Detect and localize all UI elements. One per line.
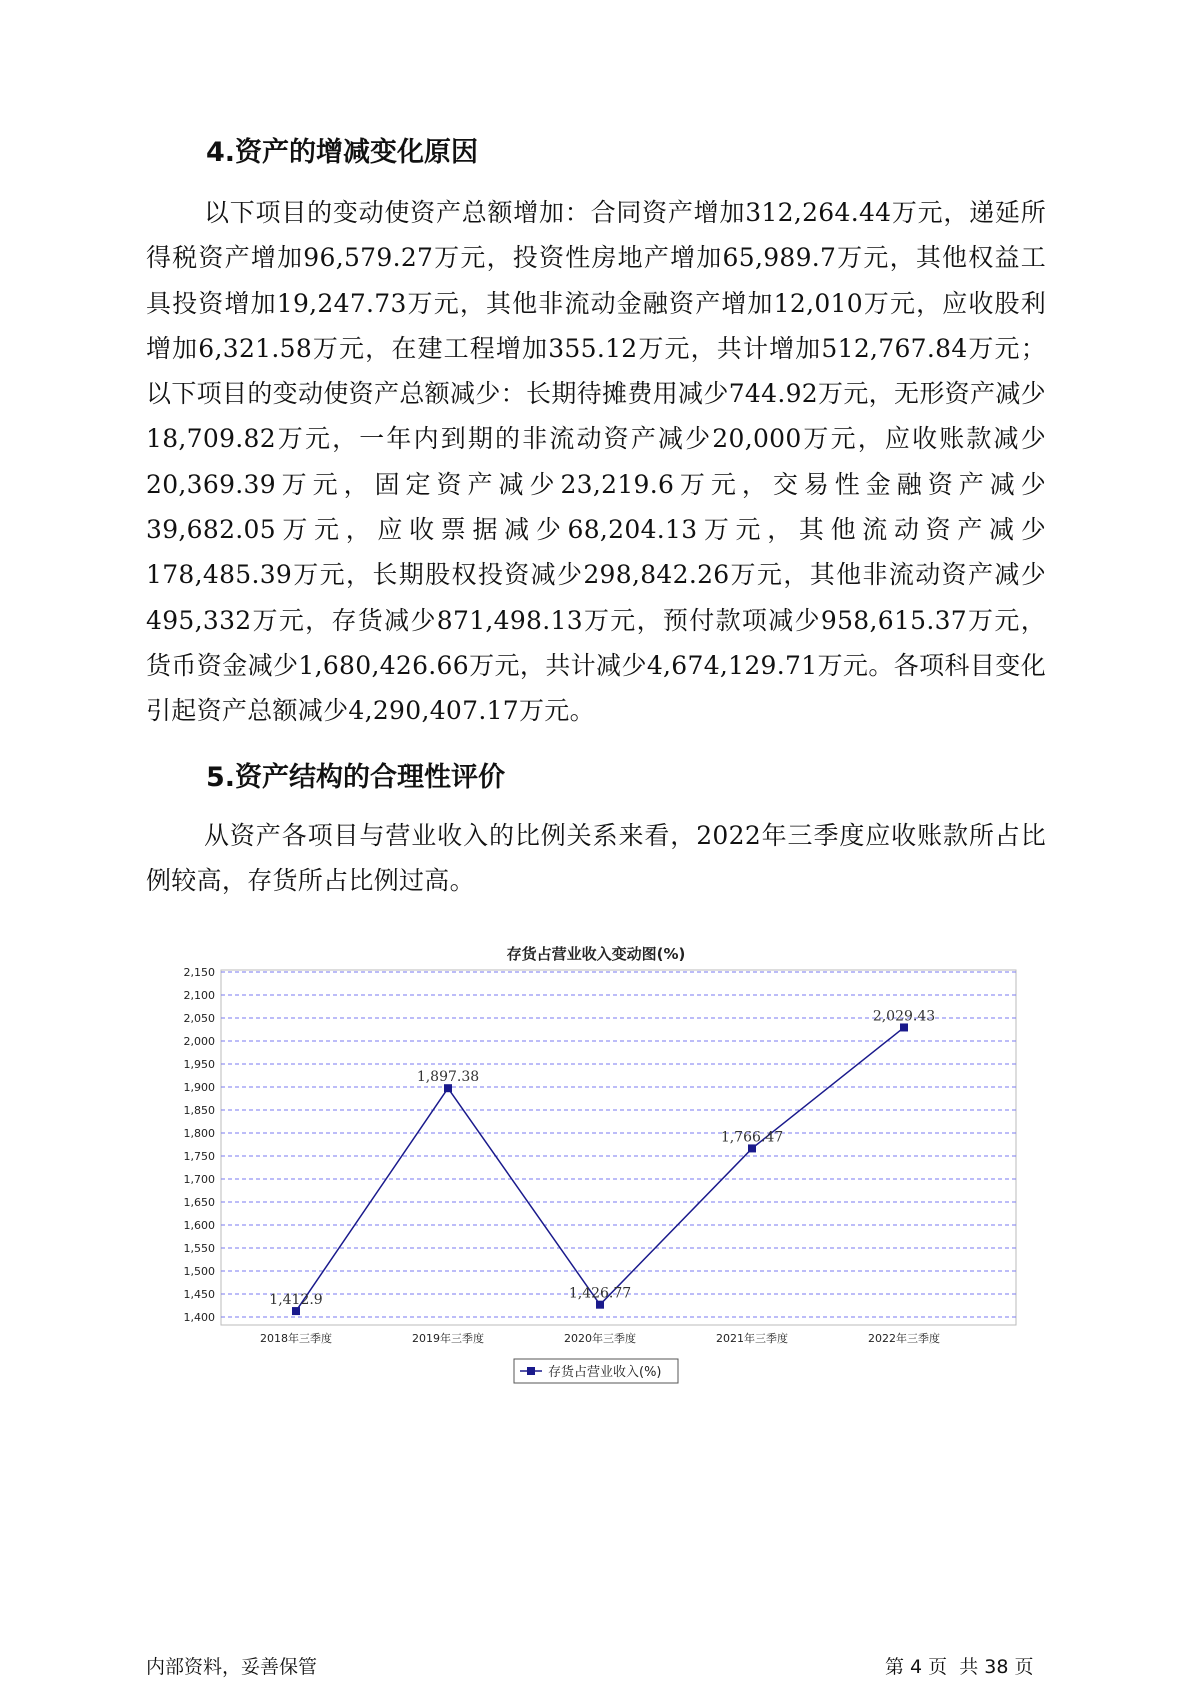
data-label: 2,029.43 (872, 1008, 936, 1025)
x-tick-label: 2020年三季度 (564, 1332, 636, 1345)
y-tick-label: 1,700 (183, 1173, 215, 1186)
y-tick-label: 1,900 (183, 1081, 215, 1094)
chart-title: 存货占营业收入变动图(%) (506, 945, 686, 963)
data-label: 1,766.47 (720, 1129, 784, 1146)
x-tick-label: 2022年三季度 (868, 1332, 940, 1345)
y-tick-label: 1,550 (183, 1242, 215, 1255)
y-tick-label: 2,050 (183, 1012, 215, 1025)
inventory-ratio-line-chart (156, 935, 1036, 1395)
paragraph-asset-change: 以下项目的变动使资产总额增加：合同资产增加312,264.44万元，递延所得税资产增加96,579.27万元，投资性房地产增加65,989.7万元，其他权益工具投资增加19,247.73万元，其他非流动金融资产增加12,010万元，应收股利增加6,321.58万元，在建工程增加355.12万元，共计增加512,767.84万元；以下项目的变动使资产总额减少：长期待摊费用减少744.92万元，无形资产减少18,709.82万元，一年内到期的非流动资产减少20,000万元，应收账款减少20,369.39万元，固定资产减少23,219.6万元，交易性金融资产减少39,682.05万元，应收票据减少68,204.13万元，其他流动资产减少178,485.39万元，长期股权投资减少298,842.26万元，其他非流动资产减少495,332万元，存货减少871,498.13万元，预付款项减少958,615.37万元，货币资金减少1,680,426.66万元，共计减少4,674,129.71万元。各项科目变化引起资产总额减少4,290,407.17万元。 (146, 198, 1046, 726)
y-tick-label: 1,650 (183, 1196, 215, 1209)
y-tick-label: 1,750 (183, 1150, 215, 1163)
section-heading-asset-change: 4.资产的增减变化原因 (206, 137, 479, 168)
y-tick-label: 1,500 (183, 1265, 215, 1278)
footer-confidential-note: 内部资料，妥善保管 (146, 1656, 318, 1678)
data-point-marker (292, 1307, 300, 1315)
data-label: 1,412.9 (269, 1292, 323, 1309)
y-tick-label: 2,150 (183, 966, 215, 979)
y-tick-label: 1,850 (183, 1104, 215, 1117)
y-tick-label: 1,450 (183, 1288, 215, 1301)
data-label: 1,897.38 (416, 1069, 480, 1086)
data-point-marker (900, 1023, 908, 1031)
section-heading-asset-structure: 5.资产结构的合理性评价 (206, 762, 506, 793)
y-tick-label: 2,000 (183, 1035, 215, 1048)
data-point-marker (596, 1301, 604, 1309)
x-tick-label: 2018年三季度 (260, 1332, 332, 1345)
y-tick-label: 1,800 (183, 1127, 215, 1140)
y-tick-label: 1,950 (183, 1058, 215, 1071)
data-label: 1,426.77 (568, 1285, 632, 1302)
x-tick-label: 2021年三季度 (716, 1332, 788, 1345)
data-point-marker (748, 1144, 756, 1152)
y-tick-label: 1,400 (183, 1311, 215, 1324)
x-tick-label: 2019年三季度 (412, 1332, 484, 1345)
legend-marker (527, 1367, 535, 1375)
y-tick-label: 2,100 (183, 989, 215, 1002)
footer-page-number: 第 4 页 共 38 页 (885, 1656, 1034, 1678)
chart-legend (514, 1359, 678, 1383)
data-point-marker (444, 1084, 452, 1092)
paragraph-asset-structure: 从资产各项目与营业收入的比例关系来看，2022年三季度应收账款所占比例较高，存货所占比例过高。 (146, 821, 1046, 896)
y-tick-label: 1,600 (183, 1219, 215, 1232)
legend-label: 存货占营业收入(%) (548, 1365, 662, 1380)
